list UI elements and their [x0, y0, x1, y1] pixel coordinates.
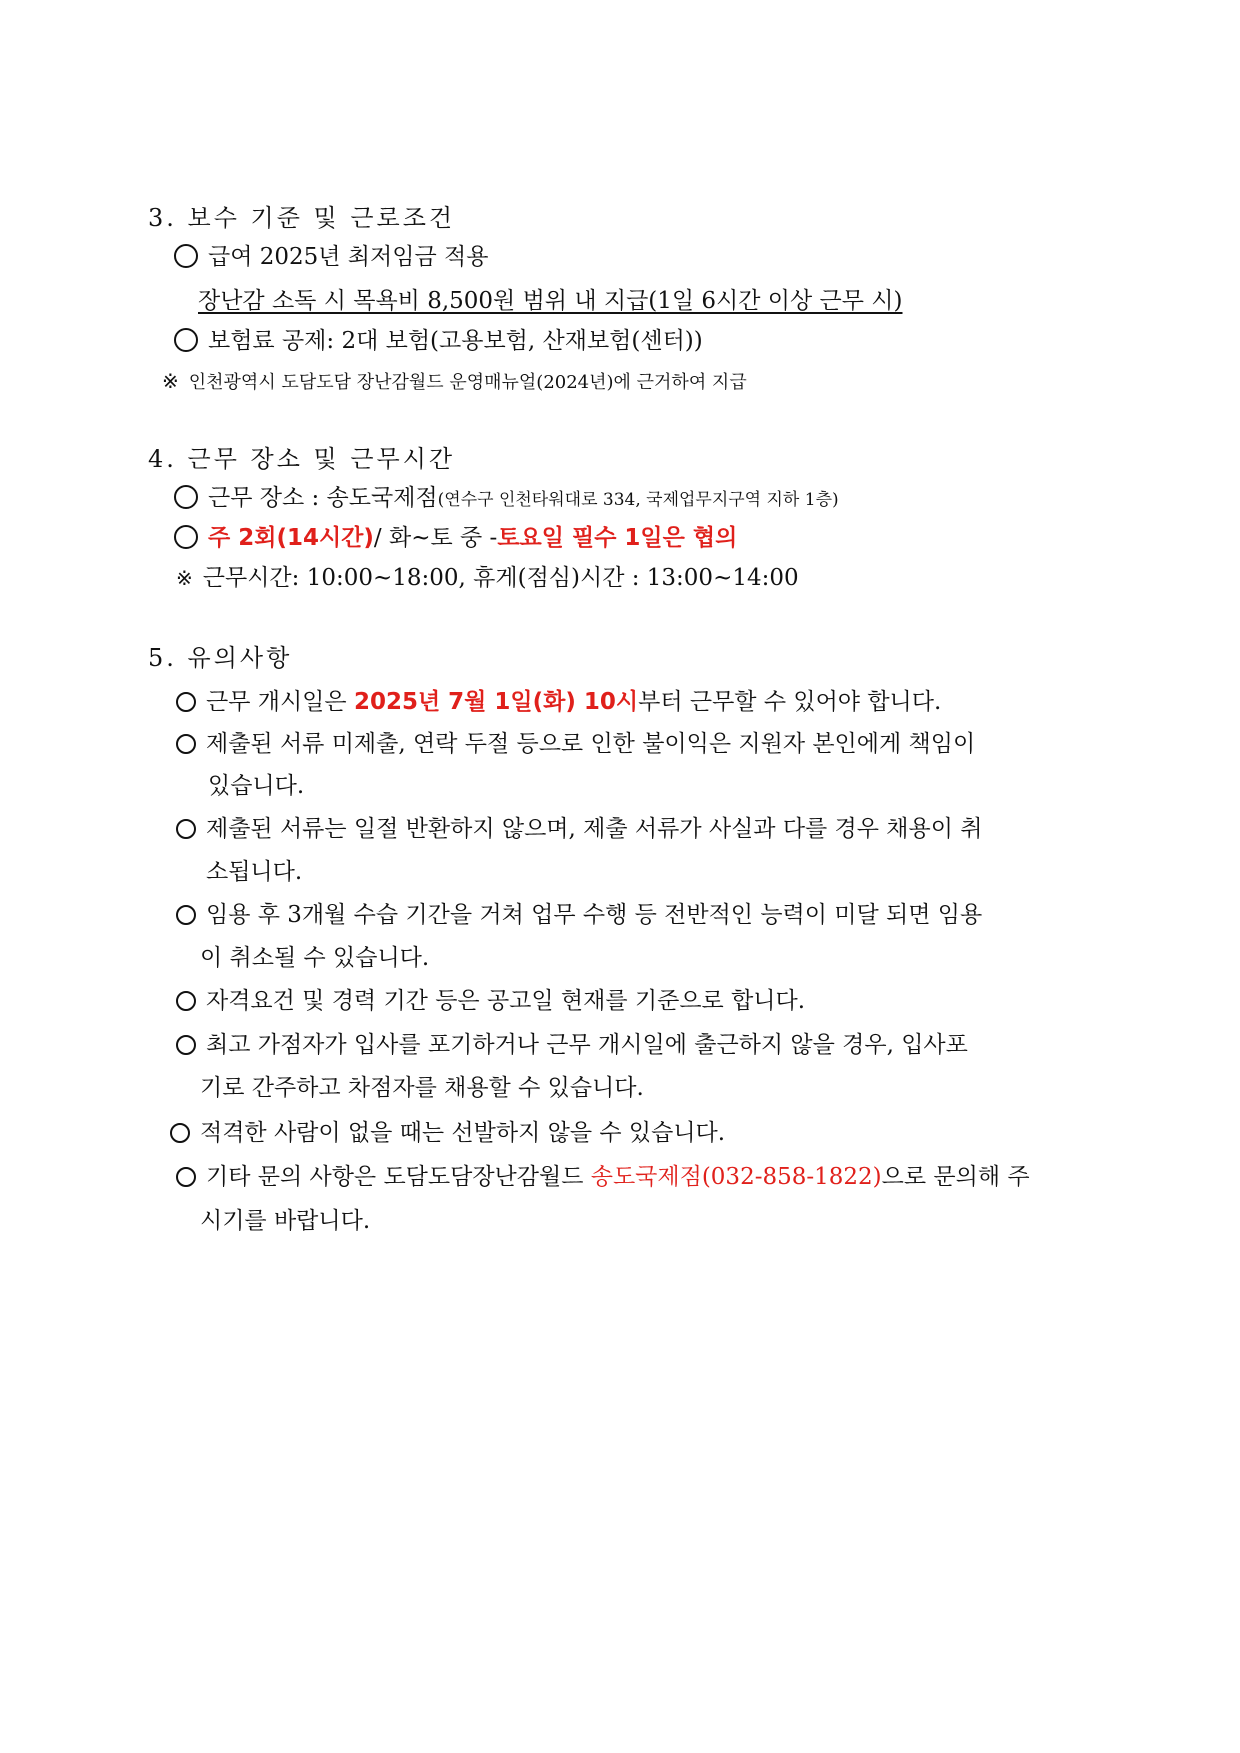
section4-title: 4. 근무 장소 및 근무시간	[148, 445, 456, 473]
circle-bullet-icon	[176, 1167, 196, 1187]
circle-bullet-icon	[176, 1035, 196, 1055]
notice-contact: 기타 문의 사항은 도담도담장난감월드 송도국제점(032-858-1822)으로 문의해 주	[176, 1161, 1030, 1193]
notice-document-responsibility-cont: 있습니다.	[208, 773, 305, 799]
notice-forfeit: 최고 가점자가 입사를 포기하거나 근무 개시일에 출근하지 않을 경우, 입사포	[176, 1029, 968, 1061]
section3-item-bath-allowance: 장난감 소독 시 목욕비 8,500원 범위 내 지급(1일 6시간 이상 근무 시)	[198, 288, 903, 314]
section5-title: 5. 유의사항	[148, 644, 293, 672]
notice-document-responsibility: 제출된 서류 미제출, 연락 두절 등으로 인한 불이익은 지원자 본인에게 책임이	[176, 728, 975, 760]
section3-title: 3. 보수 기준 및 근로조건	[148, 204, 456, 232]
notice-document-return-cont: 소됩니다.	[206, 859, 303, 885]
circle-bullet-icon	[176, 692, 196, 712]
section3-item-salary: 급여 2025년 최저임금 적용	[174, 241, 488, 273]
circle-bullet-icon	[176, 905, 196, 925]
section4-place: 근무 장소 : 송도국제점(연수구 인천타워대로 334, 국제업무지구역 지하 1층)	[174, 482, 839, 516]
circle-bullet-icon	[174, 244, 198, 268]
notice-no-selection: 적격한 사람이 없을 때는 선발하지 않을 수 있습니다.	[170, 1117, 725, 1149]
contact-phone: 송도국제점(032-858-1822)	[590, 1164, 882, 1190]
circle-bullet-icon	[174, 328, 198, 352]
circle-bullet-icon	[174, 485, 198, 509]
reference-mark-icon: ※	[162, 369, 179, 393]
circle-bullet-icon	[176, 734, 196, 754]
notice-document-return: 제출된 서류는 일절 반환하지 않으며, 제출 서류가 사실과 다를 경우 채용이 취	[176, 813, 983, 845]
section4-hours: ※ 근무시간: 10:00~18:00, 휴게(점심)시간 : 13:00~14:00	[176, 565, 799, 591]
section4-schedule: 주 2회(14시간)/ 화~토 중 -토요일 필수 1일은 협의	[174, 522, 737, 554]
notice-forfeit-cont: 기로 간주하고 차점자를 채용할 수 있습니다.	[200, 1075, 644, 1101]
circle-bullet-icon	[176, 819, 196, 839]
circle-bullet-icon	[174, 525, 198, 549]
circle-bullet-icon	[176, 991, 196, 1011]
notice-probation-cont: 이 취소될 수 있습니다.	[200, 945, 430, 971]
section3-item-insurance: 보험료 공제: 2대 보험(고용보험, 산재보험(센터))	[174, 325, 703, 357]
section3-note: ※ 인천광역시 도담도담 장난감월드 운영매뉴얼(2024년)에 근거하여 지급	[162, 369, 747, 393]
notice-start-date: 근무 개시일은 2025년 7월 1일(화) 10시부터 근무할 수 있어야 합니다.	[176, 686, 941, 718]
circle-bullet-icon	[170, 1123, 190, 1143]
notice-qualification-basis: 자격요건 및 경력 기간 등은 공고일 현재를 기준으로 합니다.	[176, 985, 805, 1017]
notice-contact-cont: 시기를 바랍니다.	[200, 1208, 371, 1234]
notice-probation: 임용 후 3개월 수습 기간을 거쳐 업무 수행 등 전반적인 능력이 미달 되면 임용	[176, 899, 982, 931]
reference-mark-icon: ※	[176, 566, 193, 590]
